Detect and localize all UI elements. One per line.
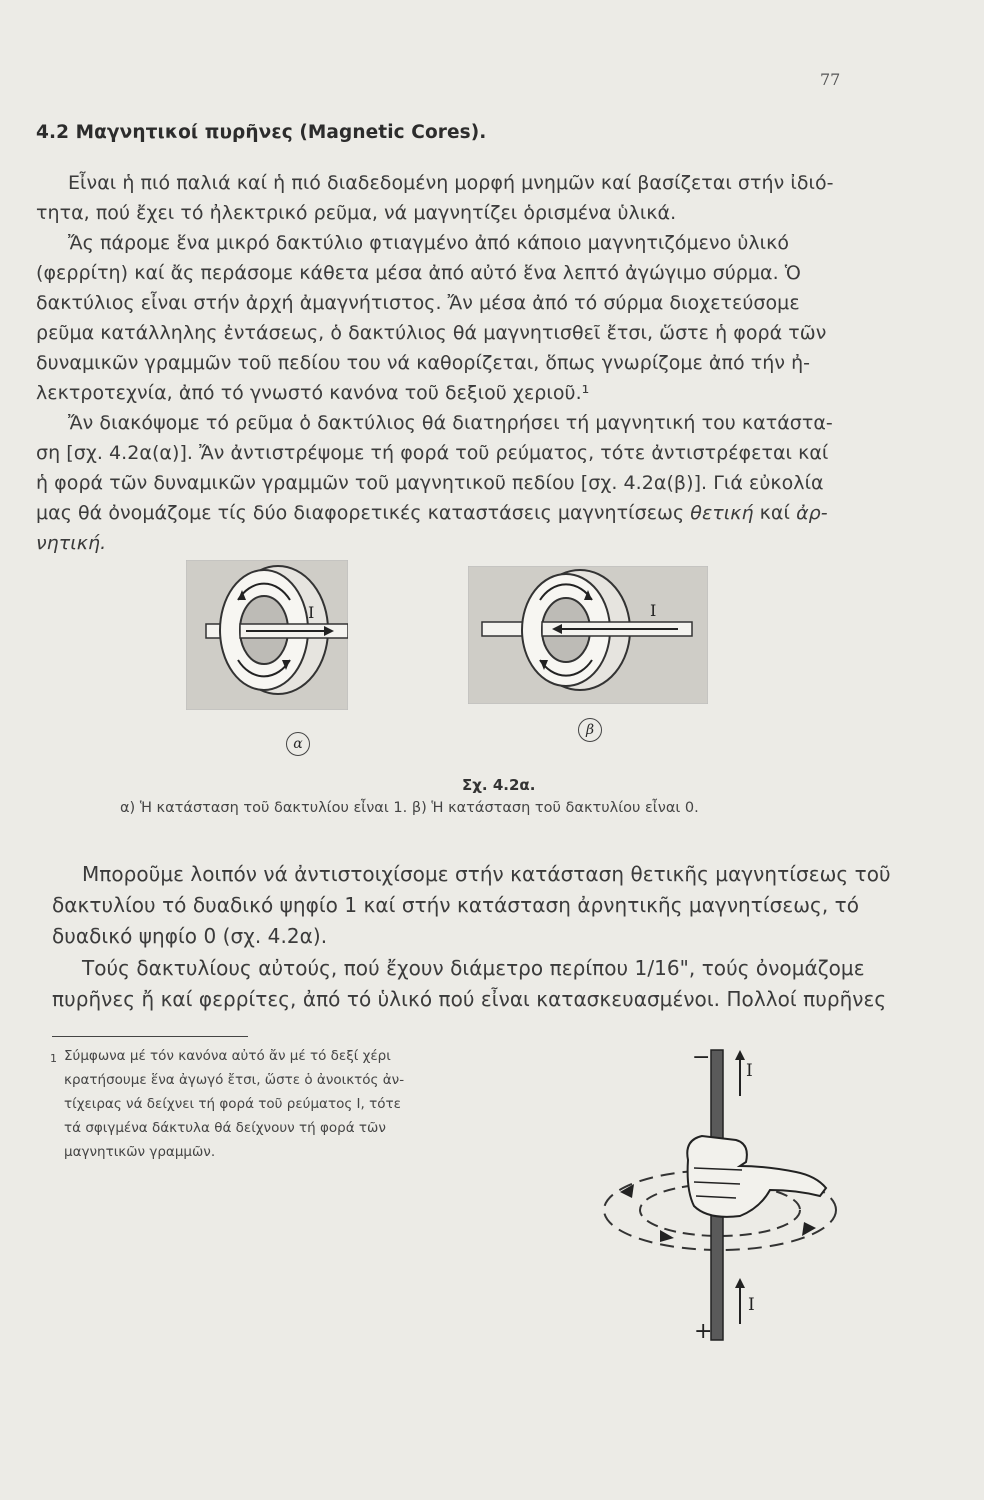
figure-core-b: [468, 566, 708, 704]
arrow-head: [735, 1278, 745, 1288]
text-line: νητική.: [36, 532, 107, 554]
text-line: ρεῦμα κατάλληλης ἐντάσεως, ὁ δακτύλιος θά μαγνητισθεῖ ἔτσι, ὥστε ἡ φορά τῶν: [36, 322, 827, 344]
footnote-line: τίχειρας νά δείχνει τή φορά τοῦ ρεύματος I, τότε: [64, 1096, 401, 1112]
text-line: (φερρίτη) καί ἄς περάσομε κάθετα μέσα ἀπό αὐτό ἕνα λεπτό ἀγώγιμο σύρμα. Ὁ: [36, 262, 801, 284]
footnote-line: τά σφιγμένα δάκτυλα θά δείχνουν τή φορά τῶν: [64, 1120, 386, 1136]
text-line: Ἄν διακόψομε τό ρεῦμα ὁ δακτύλιος θά διατηρήσει τή μαγνητική του κατάστα-: [68, 412, 833, 434]
footnote-rule: [52, 1036, 248, 1037]
figure-core-a: [186, 560, 348, 710]
figure-caption-text: α) Ἡ κατάσταση τοῦ δακτυλίου εἶναι 1. β) Ἡ κατάσταση τοῦ δακτυλίου εἶναι 0.: [120, 800, 699, 816]
figure-label-a: α: [286, 732, 310, 756]
current-label-top: I: [746, 1061, 753, 1081]
text-span: καί: [753, 502, 797, 524]
section-title: 4.2 Μαγνητικοί πυρῆνες (Magnetic Cores).: [36, 122, 487, 143]
figure-caption-title: Σχ. 4.2α.: [462, 776, 536, 794]
footnote-line: κρατήσουμε ἕνα ἀγωγό ἔτσι, ὥστε ὁ ἀνοικτός ἀν-: [64, 1072, 405, 1088]
footnote-line: Σύμφωνα μέ τόν κανόνα αὐτό ἄν μέ τό δεξί χέρι: [64, 1048, 391, 1064]
plus-sign: +: [694, 1319, 713, 1344]
text-line: δυαδικό ψηφίο 0 (σχ. 4.2α).: [52, 924, 328, 948]
text-line: Ἄς πάρομε ἕνα μικρό δακτύλιο φτιαγμένο ἀπό κάποιο μαγνητιζόμενο ὑλικό: [68, 232, 790, 254]
right-hand-rule-figure: [590, 1040, 850, 1350]
current-label-bottom: I: [748, 1295, 755, 1315]
current-label: I: [650, 601, 657, 620]
text-line: Μποροῦμε λοιπόν νά ἀντιστοιχίσομε στήν κατάσταση θετικῆς μαγνητίσεως τοῦ: [82, 862, 891, 886]
text-line: λεκτροτεχνία, ἀπό τό γνωστό κανόνα τοῦ δεξιοῦ χεριοῦ.¹: [36, 382, 590, 404]
footnote-marker: 1: [50, 1052, 57, 1065]
text-line: δακτυλίου τό δυαδικό ψηφίο 1 καί στήν κατάσταση ἀρνητικῆς μαγνητίσεως, τό: [52, 893, 860, 917]
text-line: Τούς δακτυλίους αὐτούς, πού ἔχουν διάμετρο περίπου 1/16", τούς ὀνομάζομε: [82, 956, 865, 980]
arrow-head: [735, 1050, 745, 1060]
text-span: μας θά ὀνομάζομε τίς δύο διαφορετικές καταστάσεις μαγνητίσεως: [36, 502, 685, 524]
text-line: Εἶναι ἡ πιό παλιά καί ἡ πιό διαδεδομένη μορφή μνημῶν καί βασίζεται στήν ἰδιό-: [68, 172, 834, 194]
text-line: [36, 502, 828, 524]
text-line: πυρῆνες ἤ καί φερρίτες, ἀπό τό ὑλικό πού εἶναι κατασκευασμένοι. Πολλοί πυρῆνες: [52, 987, 887, 1011]
page-number: 77: [820, 70, 841, 89]
text-line: ἡ φορά τῶν δυναμικῶν γραμμῶν τοῦ μαγνητικοῦ πεδίου [σχ. 4.2α(β)]. Γιά εὐκολία: [36, 472, 824, 494]
text-line: ση [σχ. 4.2α(α)]. Ἄν ἀντιστρέψομε τή φορά τοῦ ρεύματος, τότε ἀντιστρέφεται καί: [36, 442, 829, 464]
current-label: I: [308, 603, 315, 622]
text-line: τητα, πού ἔχει τό ἠλεκτρικό ρεῦμα, νά μαγνητίζει ὁρισμένα ὑλικά.: [36, 202, 677, 224]
text-line: δακτύλιος εἶναι στήν ἀρχή ἀμαγνήτιστος. Ἄν μέσα ἀπό τό σύρμα διοχετεύσομε: [36, 292, 800, 314]
text-line: δυναμικῶν γραμμῶν τοῦ πεδίου του νά καθορίζεται, ὅπως γνωρίζομε ἀπό τήν ἠ-: [36, 352, 811, 374]
minus-sign: −: [692, 1045, 711, 1070]
italic-term: θετική: [690, 502, 754, 524]
figure-label-b: β: [578, 718, 602, 742]
footnote-line: μαγνητικῶν γραμμῶν.: [64, 1144, 216, 1160]
hand: [687, 1136, 826, 1217]
italic-term: ἀρ-: [796, 502, 828, 524]
